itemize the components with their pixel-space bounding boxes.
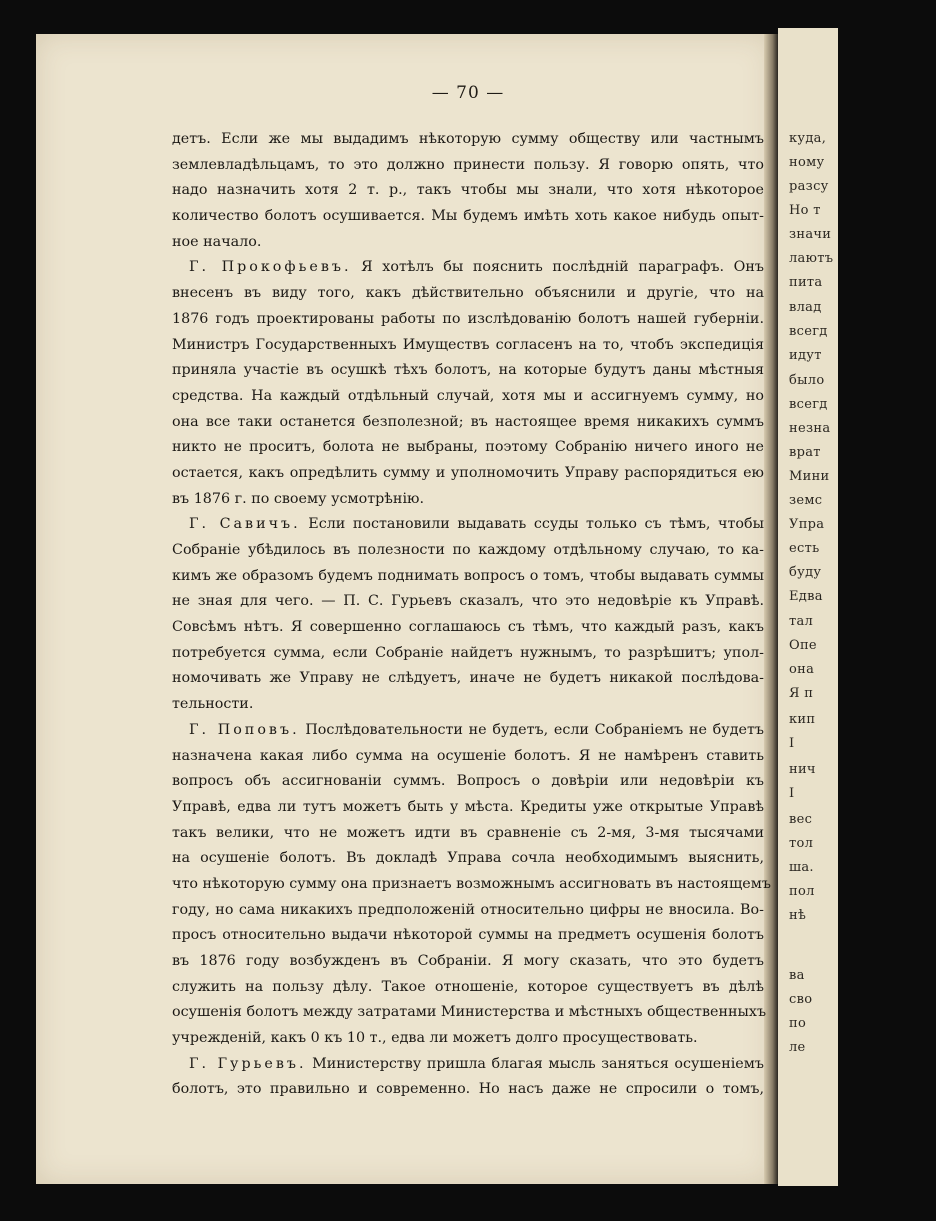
speaker-name: Г. Прокофьевъ. bbox=[189, 259, 352, 276]
speaker-name: Г. Поповъ. bbox=[189, 721, 300, 738]
line-text: приняла участіе въ осушкѣ тѣхъ болотъ, на которые будутъ даны мѣстныя bbox=[172, 362, 764, 379]
page-number: — 70 — bbox=[431, 83, 505, 103]
line-text: году, но сама никакихъ предположеній относительно цифры не вносила. Во- bbox=[172, 901, 764, 918]
text-line bbox=[172, 692, 764, 718]
line-text: Совсѣмъ нѣтъ. Я совершенно соглашаюсь съ тѣмъ, что каждый разъ, какъ bbox=[172, 619, 764, 636]
text-line bbox=[172, 410, 764, 436]
text-line bbox=[172, 1000, 767, 1026]
text-line bbox=[172, 923, 764, 949]
adjacent-page-fragment: нѣ bbox=[789, 908, 807, 923]
line-text: она все таки останется безполезной; въ настоящее время никакихъ суммъ bbox=[172, 413, 764, 430]
text-line bbox=[172, 307, 764, 333]
adjacent-page-fragment: всегд bbox=[789, 324, 828, 339]
text-line bbox=[172, 795, 764, 821]
adjacent-page-fragment: кип bbox=[789, 712, 816, 727]
adjacent-page-fragment: незна bbox=[789, 421, 831, 436]
text-line bbox=[172, 564, 764, 590]
text-line bbox=[172, 589, 764, 615]
adjacent-page-fragment: идут bbox=[789, 348, 822, 363]
speaker-name: Г. Савичъ. bbox=[189, 516, 301, 533]
adjacent-page-fragment: I bbox=[789, 736, 795, 751]
line-text: количество болотъ осушивается. Мы будемъ имѣть хоть какое нибудь опыт- bbox=[172, 208, 764, 225]
adjacent-page-fragment: ному bbox=[789, 155, 825, 170]
text-line bbox=[172, 1026, 764, 1052]
adjacent-page-fragment: Мини bbox=[789, 469, 830, 484]
line-text: осушенія болотъ между затратами Министерства и мѣстныхъ общественныхъ bbox=[172, 1004, 767, 1021]
line-text: назначена какая либо сумма на осушеніе болотъ. Я не намѣренъ ставить bbox=[172, 747, 764, 764]
line-text: въ 1876 г. по своему усмотрѣнію. bbox=[172, 490, 425, 507]
speaker-paragraph-start bbox=[172, 718, 764, 744]
body-text bbox=[172, 127, 771, 1103]
line-text: номочивать же Управу не слѣдуетъ, иначе не будетъ никакой послѣдова- bbox=[172, 670, 764, 687]
adjacent-page-fragment: нич bbox=[789, 762, 816, 777]
line-text: детъ. Если же мы выдадимъ нѣкоторую сумму обществу или частнымъ bbox=[172, 131, 764, 147]
adjacent-page-fragment: куда, bbox=[789, 131, 827, 146]
line-text: остается, какъ опредѣлить сумму и уполномочить Управу распорядиться ею bbox=[172, 464, 764, 481]
text-line bbox=[172, 487, 764, 513]
text-line bbox=[172, 846, 764, 872]
adjacent-page bbox=[778, 28, 838, 1186]
adjacent-page-fragment: Упра bbox=[789, 517, 825, 532]
adjacent-page-fragment: есть bbox=[789, 541, 820, 556]
adjacent-page-fragment: она bbox=[789, 662, 815, 677]
adjacent-page-fragment: влад bbox=[789, 300, 822, 315]
adjacent-page-fragment: всегд bbox=[789, 397, 828, 412]
adjacent-page-fragment: пита bbox=[789, 275, 823, 290]
adjacent-page-fragment: тол bbox=[789, 836, 814, 851]
text-line bbox=[172, 744, 764, 770]
text-line bbox=[172, 872, 771, 898]
text-line bbox=[172, 538, 764, 564]
speaker-paragraph-start bbox=[172, 512, 764, 538]
text-line bbox=[172, 641, 764, 667]
adjacent-page-fragment: тал bbox=[789, 614, 814, 629]
line-text: не зная для чего. — П. С. Гурьевъ сказалъ, что это недовѣріе къ Управѣ. bbox=[172, 593, 764, 610]
text-line bbox=[172, 230, 764, 256]
text-line bbox=[172, 821, 764, 847]
book-gutter bbox=[764, 34, 778, 1184]
line-text: Если постановили выдавать ссуды только съ тѣмъ, чтобы bbox=[300, 516, 764, 533]
text-line bbox=[172, 153, 764, 179]
text-line bbox=[172, 178, 764, 204]
line-text: въ 1876 году возбужденъ въ Собраніи. Я могу сказать, что это будетъ bbox=[172, 953, 764, 969]
line-text: вопросъ объ ассигнованіи суммъ. Вопросъ о довѣріи или недовѣріи къ bbox=[172, 773, 764, 790]
line-text: что нѣкоторую сумму она признаетъ возможнымъ ассигновать въ настоящемъ bbox=[172, 875, 771, 892]
line-text: ное начало. bbox=[172, 233, 262, 250]
line-text: служить на пользу дѣлу. Такое отношеніе, которое существуетъ въ дѣлѣ bbox=[172, 978, 764, 995]
line-text: Собраніе убѣдилось въ полезности по каждому отдѣльному случаю, то ка- bbox=[172, 542, 764, 558]
line-text: потребуется сумма, если Собраніе найдетъ нужнымъ, то разрѣшитъ; упол- bbox=[172, 644, 764, 661]
text-line bbox=[172, 615, 764, 641]
adjacent-page-fragment: I bbox=[789, 786, 795, 801]
line-text: Министръ Государственныхъ Имуществъ согласенъ на то, чтобъ экспедиція bbox=[172, 336, 764, 353]
adjacent-page-fragment: было bbox=[789, 373, 825, 388]
adjacent-page-fragment: Я п bbox=[789, 686, 814, 701]
adjacent-page-fragment: по bbox=[789, 1016, 807, 1031]
line-text: Управѣ, едва ли тутъ можетъ быть у мѣста. Кредиты уже открытые Управѣ bbox=[172, 798, 764, 815]
adjacent-page-fragment: значи bbox=[789, 227, 832, 242]
line-text: Министерству пришла благая мысль заняться осушеніемъ bbox=[306, 1055, 764, 1072]
adjacent-page-fragment: Едва bbox=[789, 589, 823, 604]
line-text: Я хотѣлъ бы пояснить послѣдній параграфъ. Онъ bbox=[351, 259, 764, 276]
text-line bbox=[172, 975, 764, 1001]
adjacent-page-fragment: лаютъ bbox=[789, 251, 834, 266]
text-line bbox=[172, 666, 764, 692]
adjacent-page-fragment: Но т bbox=[789, 203, 821, 218]
line-text: землевладѣльцамъ, то это должно принести пользу. Я говорю опять, что bbox=[172, 156, 764, 173]
adjacent-page-fragment: буду bbox=[789, 565, 822, 580]
adjacent-page-fragment: земс bbox=[789, 493, 823, 508]
adjacent-page-fragment: сво bbox=[789, 992, 813, 1007]
text-line bbox=[172, 1077, 764, 1103]
adjacent-page-fragment: вес bbox=[789, 812, 813, 827]
adjacent-page-fragment: Опе bbox=[789, 638, 817, 653]
line-text: внесенъ въ виду того, какъ дѣйствительно объяснили и другіе, что на bbox=[172, 285, 764, 302]
adjacent-page-fragment: ва bbox=[789, 968, 805, 983]
adjacent-page-fragment: ле bbox=[789, 1040, 806, 1055]
text-line bbox=[172, 769, 764, 795]
line-text: болотъ, это правильно и современно. Но насъ даже не спросили о томъ, bbox=[172, 1081, 764, 1098]
line-text: средства. На каждый отдѣльный случай, хотя мы и ассигнуемъ сумму, но bbox=[172, 387, 764, 404]
line-text: на осушеніе болотъ. Въ докладѣ Управа сочла необходимымъ выяснить, bbox=[172, 850, 764, 867]
text-line bbox=[172, 461, 764, 487]
line-text: просъ относительно выдачи нѣкоторой суммы на предметъ осушенія болотъ bbox=[172, 927, 764, 944]
speaker-name: Г. Гурьевъ. bbox=[189, 1055, 307, 1072]
text-line bbox=[172, 898, 764, 924]
text-line bbox=[172, 204, 764, 230]
adjacent-page-fragment: врат bbox=[789, 445, 821, 460]
line-text: 1876 годъ проектированы работы по изслѣдованію болотъ нашей губерніи. bbox=[172, 310, 764, 327]
line-text: кимъ же образомъ будемъ поднимать вопросъ о томъ, чтобы выдавать суммы bbox=[172, 567, 764, 584]
text-line bbox=[172, 281, 764, 307]
speaker-paragraph-start bbox=[172, 255, 764, 281]
line-text: тельности. bbox=[172, 696, 254, 713]
text-line bbox=[172, 384, 764, 410]
line-text: Послѣдовательности не будетъ, если Собраніемъ не будетъ bbox=[299, 721, 764, 738]
adjacent-page-fragment: ша. bbox=[789, 860, 814, 875]
text-line bbox=[172, 127, 764, 153]
line-text: никто не проситъ, болота не выбраны, поэтому Собранію ничего иного не bbox=[172, 439, 764, 456]
text-line bbox=[172, 949, 764, 975]
speaker-paragraph-start bbox=[172, 1052, 764, 1078]
line-text: надо назначить хотя 2 т. р., такъ чтобы мы знали, что хотя нѣкоторое bbox=[172, 182, 764, 199]
text-line bbox=[172, 333, 764, 359]
text-line bbox=[172, 358, 764, 384]
adjacent-page-fragment: разсу bbox=[789, 179, 829, 194]
line-text: такъ велики, что не можетъ идти въ сравненіе съ 2-мя, 3-мя тысячами bbox=[172, 824, 764, 841]
text-line bbox=[172, 435, 764, 461]
adjacent-page-fragment: пол bbox=[789, 884, 815, 899]
line-text: учрежденій, какъ 0 къ 10 т., едва ли можетъ долго просуществовать. bbox=[172, 1030, 698, 1047]
